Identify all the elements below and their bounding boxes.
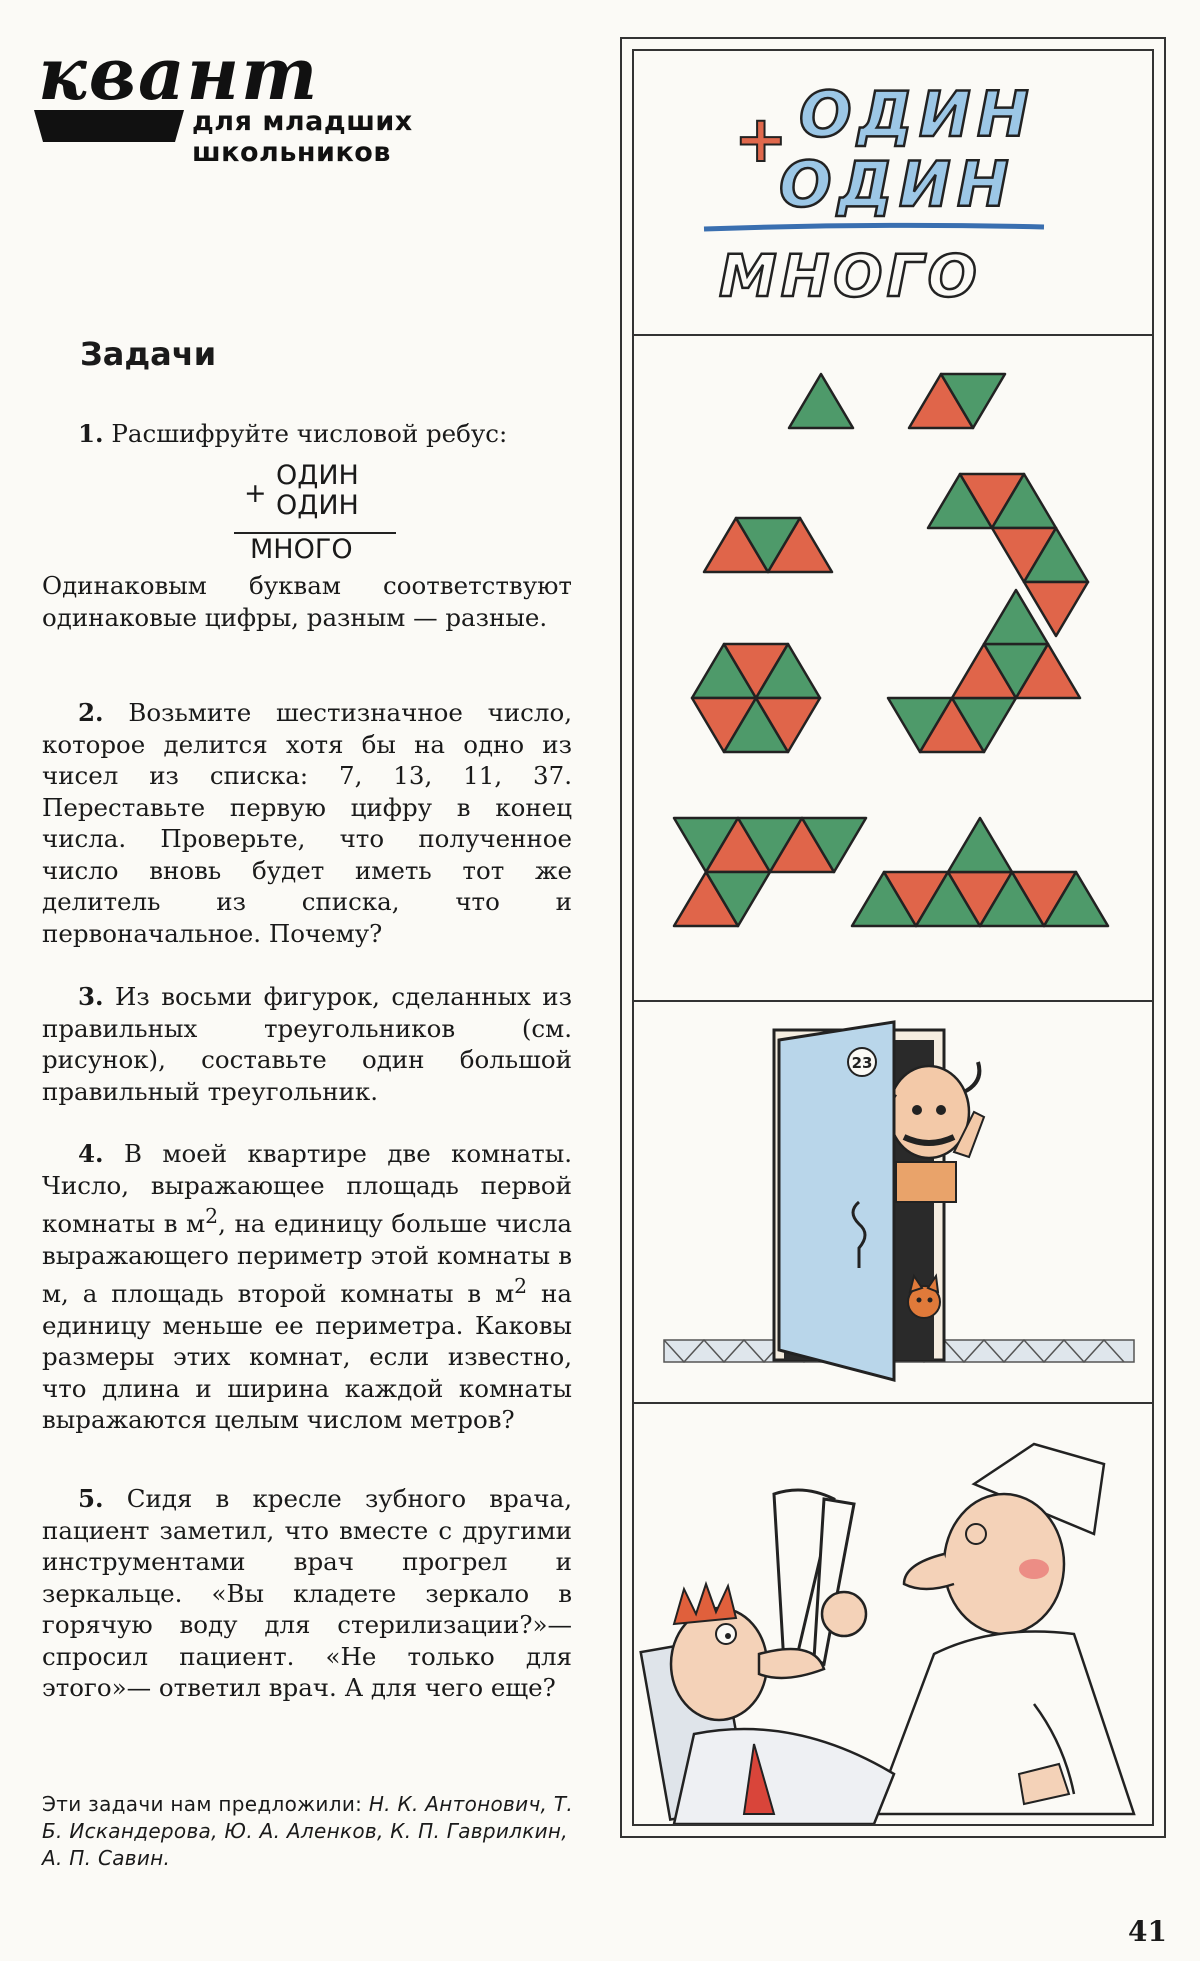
credits — [42, 1791, 582, 1872]
rebus-row-2-drawing: ОДИН — [779, 148, 1015, 221]
plus-sign: + — [244, 478, 267, 509]
page-number: 41 — [1128, 1915, 1167, 1948]
door-scene — [634, 1002, 1152, 1404]
superscript: 2 — [514, 1274, 528, 1299]
problem-text-b: , на единицу больше числа выражающего периметр этой комнаты в м, а площадь второй комнаты в м — [42, 1209, 572, 1309]
rebus-plus: + — [734, 103, 788, 177]
problem-text: Из восьми фигурок, сделанных из правильных треугольников (см. рисунок), составьте один большой правильный треугольник. — [42, 982, 572, 1106]
dentist — [874, 1444, 1134, 1814]
triangle — [789, 374, 853, 428]
problem-text: Сидя в кресле зубного врача, пациент заметил, что вместе с другими инструментами врач прогрел и зеркальце. «Вы кладете зеркало в горячую воду для стерилизации?»— спросил пациент. «Не только для этого»— ответил врач. А для чего еще? — [42, 1484, 572, 1702]
figure-3 — [704, 518, 832, 572]
problem-number: 2. — [78, 698, 104, 727]
figure-5 — [692, 644, 820, 752]
rebus-result-drawing: МНОГО — [719, 242, 981, 310]
sum-line-drawing — [704, 225, 1044, 229]
logo-subtitle: для младших школьников — [192, 106, 413, 168]
problem-number: 4. — [78, 1139, 104, 1168]
problem-5 — [42, 1483, 572, 1704]
problem-3 — [42, 981, 572, 1107]
problem-2 — [42, 697, 572, 949]
problem-4 — [42, 1138, 572, 1436]
dentist-scene — [634, 1404, 1152, 1824]
triangle — [948, 818, 1012, 872]
door-scene-panel — [632, 1000, 1154, 1406]
section-title: Задачи — [80, 335, 217, 373]
man-peeking — [884, 1062, 984, 1202]
rebus-illustration-panel — [632, 49, 1154, 338]
problem-text: Расшифруйте числовой ребус: — [111, 419, 508, 448]
figure-1 — [789, 374, 853, 428]
note-text: Одинаковым буквам соответствуют одинаковые цифры, разным — разные. — [42, 571, 572, 632]
door-number: 23 — [851, 1054, 873, 1072]
figure-7 — [674, 818, 866, 926]
superscript: 2 — [205, 1204, 219, 1228]
dentist-scene-panel — [632, 1402, 1154, 1826]
logo-word: квант — [38, 31, 320, 116]
problem-text: Возьмите шестизначное число, которое делится хотя бы на одно из чисел из списка: 7, 13, 11, 37. Переставьте первую цифру в конец числа. Проверьте, что полученное число вновь будет иметь тот же делитель из списка, что и первоначальное. Почему? — [42, 698, 573, 948]
problem-1 — [42, 418, 572, 450]
triangle-figures — [634, 336, 1152, 1002]
problem-text-c: на единицу меньше ее периметра. Каковы размеры этих комнат, если известно, что длина и ширина каждой комнаты выражаются целым числом метров? — [42, 1279, 572, 1435]
credits-names: Н. К. Антонович, Т. Б. Искандерова, Ю. А. Аленков, К. П. Гаврилкин, А. П. Савин. — [42, 1792, 574, 1870]
open-door — [779, 1022, 894, 1380]
rebus-result: МНОГО — [250, 534, 353, 565]
rebus-illustration — [634, 51, 1152, 336]
magazine-logo — [34, 31, 594, 168]
rebus-row-2: ОДИН — [276, 490, 359, 521]
forceps — [774, 1490, 866, 1669]
triangle-figures-panel — [632, 334, 1154, 1004]
rebus-row-1: ОДИН — [276, 460, 359, 491]
figure-2 — [909, 374, 1005, 428]
problem-1-note — [42, 570, 572, 633]
problem-text-a: В моей квартире две комнаты. Число, выражающее площадь первой комнаты в м — [42, 1139, 573, 1239]
credits-lead: Эти задачи нам предложили: — [42, 1792, 363, 1816]
problem-number: 5. — [78, 1484, 104, 1513]
problem-number: 3. — [78, 982, 104, 1011]
rebus-row-1-drawing: ОДИН — [799, 78, 1035, 151]
figure-8 — [852, 818, 1108, 926]
problem-number: 1. — [78, 419, 104, 448]
